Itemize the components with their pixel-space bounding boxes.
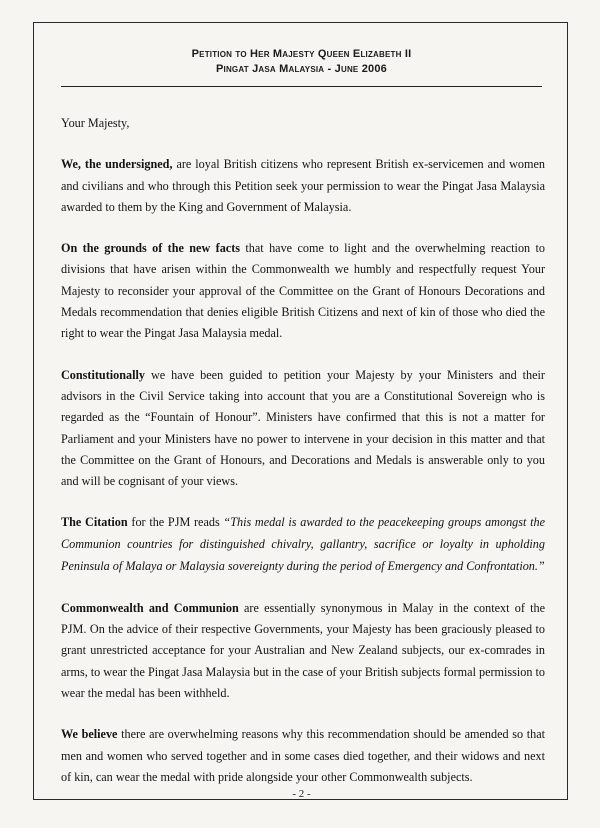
paragraph-lead: Commonwealth and Communion: [61, 600, 239, 615]
header-divider: [61, 86, 542, 87]
page-border: [33, 22, 568, 800]
paragraph-lead: The Citation: [61, 515, 128, 530]
paragraph-constitutionally: [61, 365, 545, 493]
paragraph-lead: We, the undersigned,: [61, 157, 173, 172]
paragraph-we-believe: [61, 724, 545, 788]
paragraph-lead: Constitutionally: [61, 367, 145, 382]
document-header: [34, 47, 569, 77]
paragraph-new-facts: [61, 238, 545, 344]
paragraph-lead: We believe: [61, 727, 118, 742]
paragraph-text: we have been guided to petition your Majesty by your Ministers and their advisors in the Civil Service taking into account that you are a Constitutional Sovereign who is regarded as the “Fountain of Honour”. Ministers have confirmed that this is not a matter for Parliament and your Ministers have no power to intervene in your decision in this matter and that the Committee on the Grant of Honours, and Decorations and Medals is answerable only to you and will be cognisant of your views.: [61, 367, 545, 489]
paragraph-commonwealth: [61, 598, 545, 704]
page-number: - 2 -: [292, 788, 311, 800]
paragraph-text: are loyal British citizens who represent British ex-servicemen and women and civilians and who through this Petition seek your permission to wear the Pingat Jasa Malaysia awarded to them by the King and Government of Malaysia.: [61, 157, 546, 214]
paragraph-text: that have come to light and the overwhelming reaction to divisions that have arisen within the Commonwealth we humbly and respectfully request Your Majesty to reconsider your approval of the Committee on the Grant of Honours Decorations and Medals recommendation that denies eligible British Citizens and next of kin of those who died the right to wear the Pingat Jasa Malaysia medal.: [61, 241, 545, 341]
paragraph-text: are essentially synonymous in Malay in the context of the PJM. On the advice of their respective Governments, your Majesty has been graciously pleased to grant unrestricted acceptance for your Australian and New Zealand subjects, our ex-comrades in arms, to wear the Pingat Jasa Malaysia but in the case of your British subjects formal permission to wear the medal has been withheld.: [61, 600, 546, 701]
paragraph-lead: On the grounds of the new facts: [61, 241, 241, 256]
paragraph-citation: [61, 512, 545, 577]
paragraph-undersigned: [61, 154, 545, 218]
paragraph-text: for the PJM reads: [127, 515, 224, 530]
salutation: Your Majesty,: [61, 116, 130, 130]
header-title: Petition to Her Majesty Queen Elizabeth II: [191, 48, 412, 60]
letter-body: [61, 113, 545, 808]
citation-quote: “This medal is awarded to the peacekeeping groups amongst the Communion countries for distinguished chivalry, gallantry, sacrifice or loyalty in upholding Peninsula of Malaya or Malaysia sovereignty during the period of Emergency and Confrontation.”: [61, 515, 545, 574]
header-subtitle: Pingat Jasa Malaysia - June 2006: [215, 63, 387, 75]
paragraph-text: there are overwhelming reasons why this recommendation should be amended so that men and women who served together and in some cases died together, and their widows and next of kin, can wear the medal with pride alongside your other Commonwealth subjects.: [61, 727, 545, 784]
